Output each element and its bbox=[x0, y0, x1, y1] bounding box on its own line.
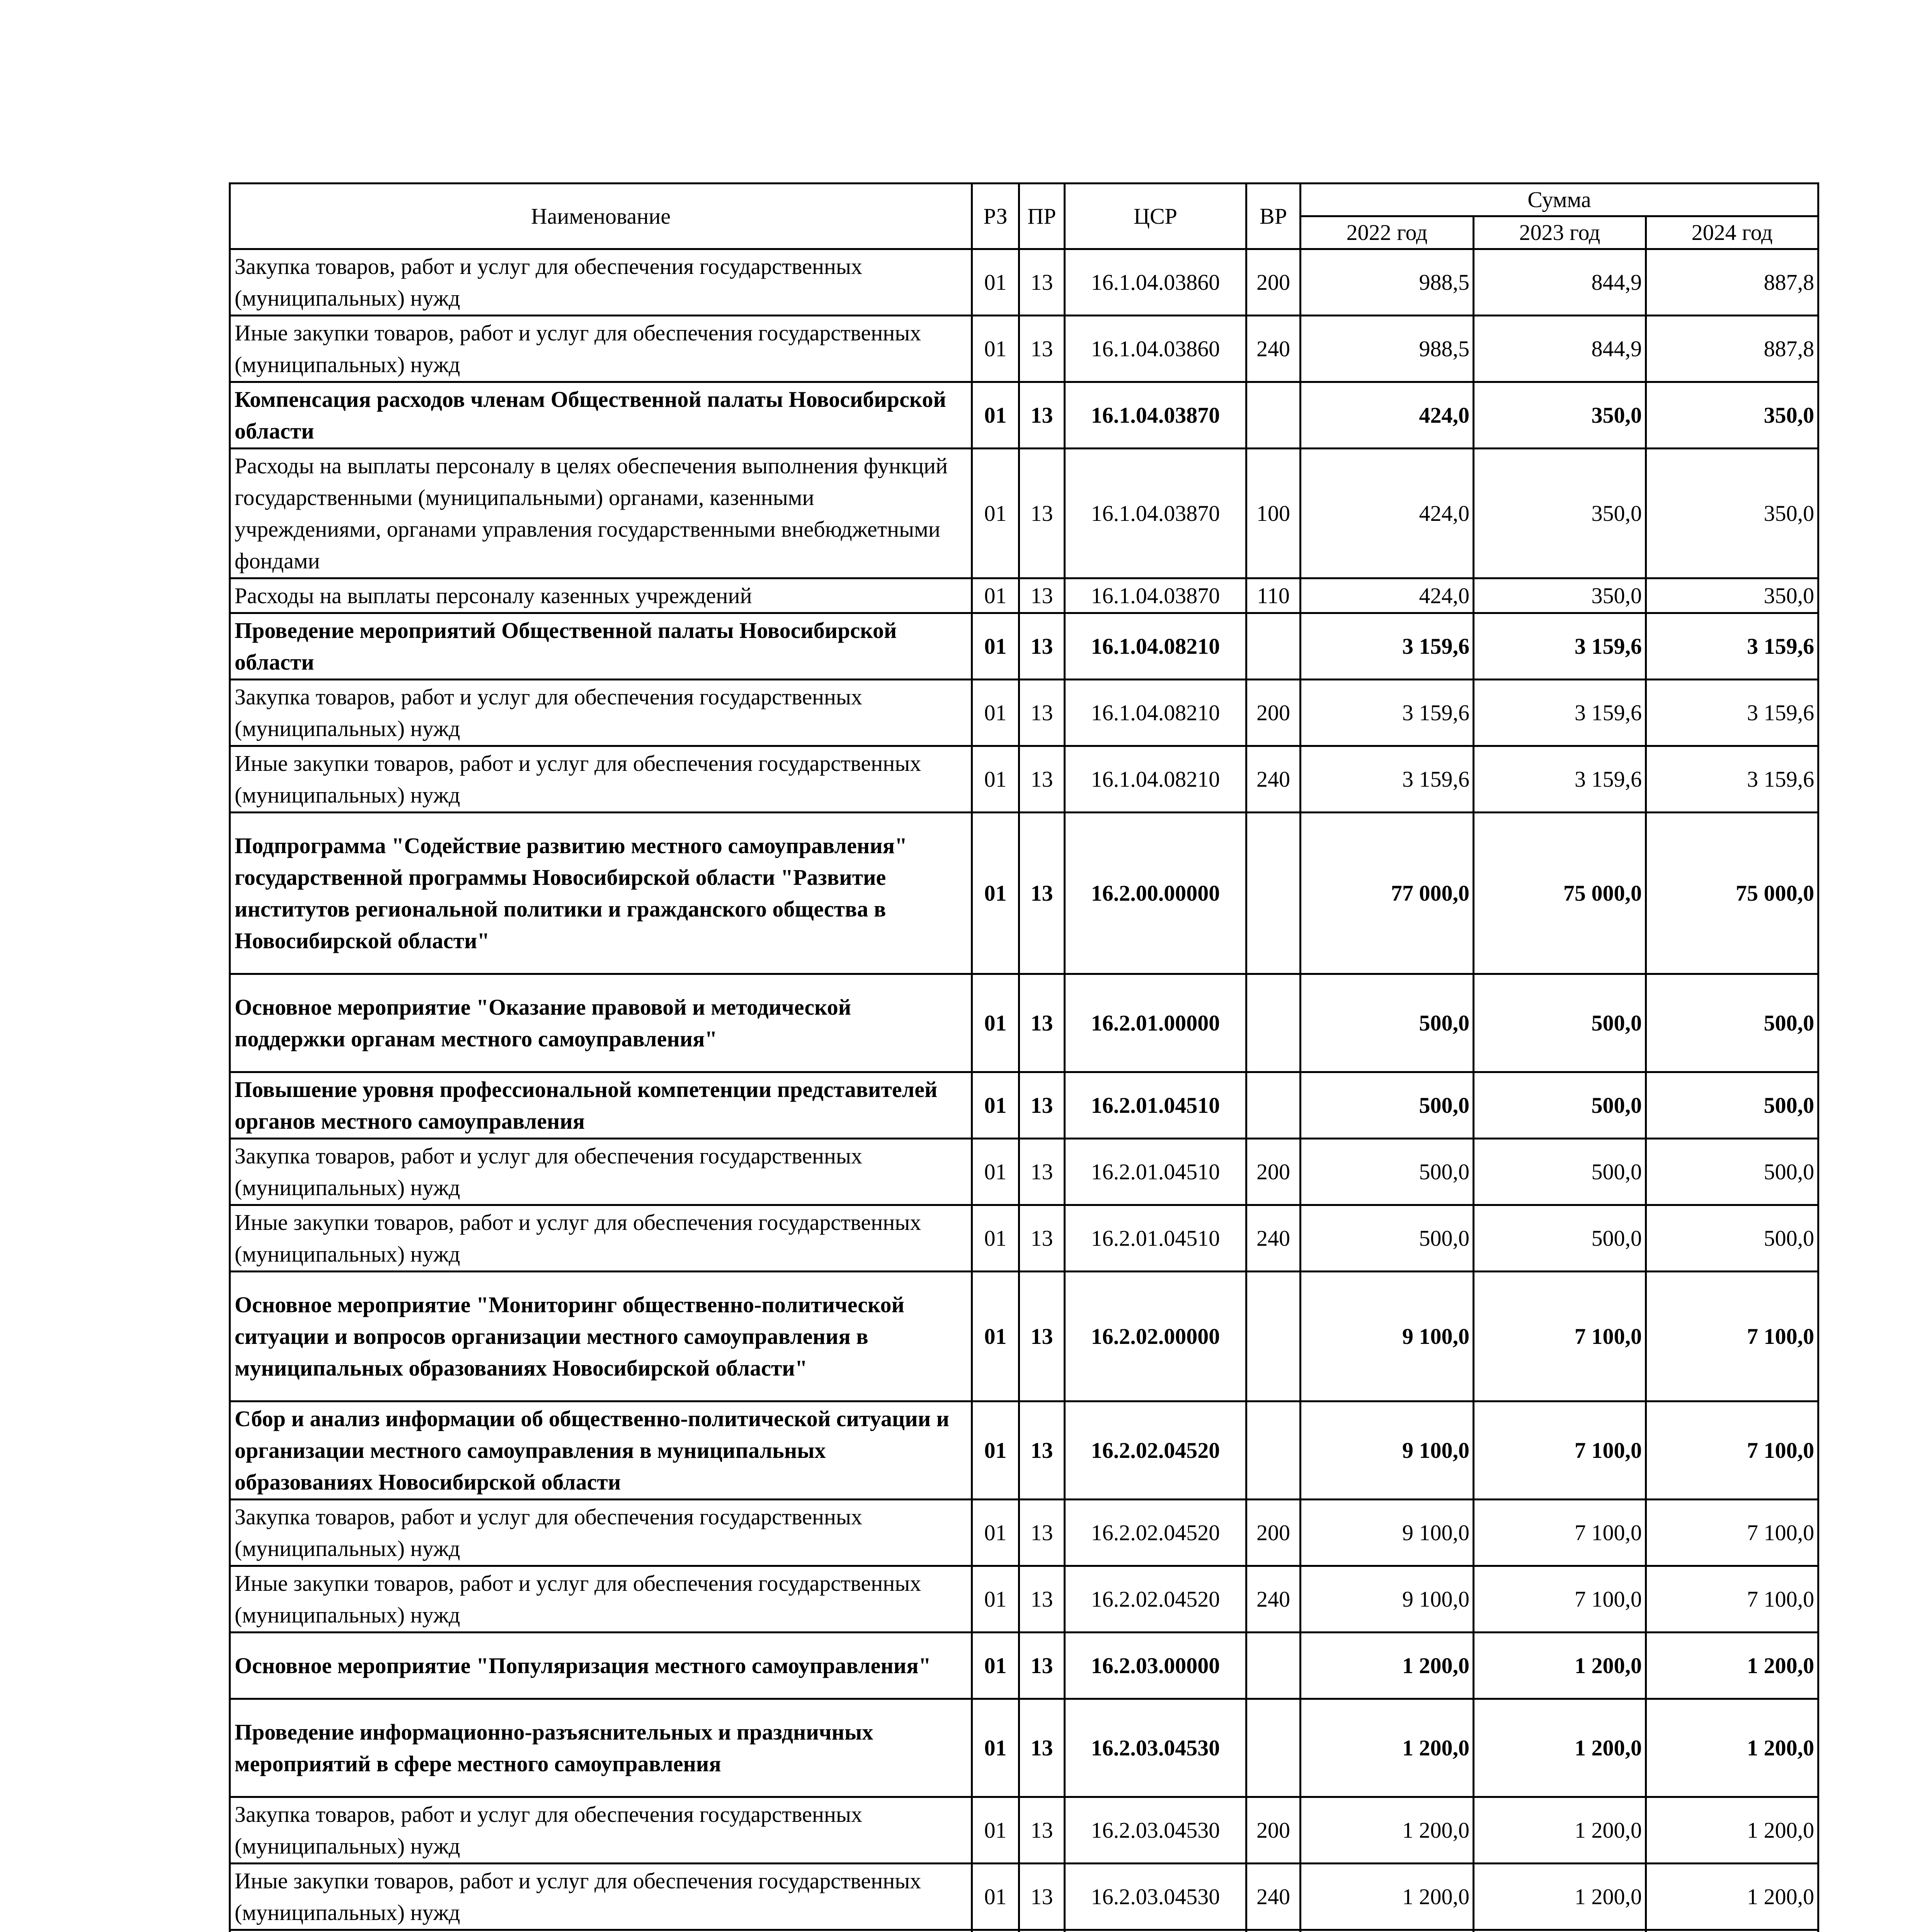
row-name: Основное мероприятие "Популяризация местного самоуправления" bbox=[230, 1633, 972, 1699]
header-vr: ВР bbox=[1246, 184, 1301, 249]
row-sum-2024: 350,0 bbox=[1646, 382, 1818, 449]
row-sum-2024: 7 100,0 bbox=[1646, 1401, 1818, 1500]
row-name: Расходы на выплаты персоналу казенных учреждений bbox=[230, 578, 972, 613]
table-header bbox=[230, 184, 1818, 249]
header-year-2023: 2023 год bbox=[1474, 216, 1646, 249]
table-row bbox=[230, 974, 1818, 1072]
row-rz: 01 bbox=[972, 382, 1019, 449]
row-rz: 01 bbox=[972, 1864, 1019, 1930]
row-vr: 200 bbox=[1246, 1500, 1301, 1566]
row-sum-2023 bbox=[1474, 1930, 1646, 1932]
row-vr bbox=[1246, 813, 1301, 974]
table-row bbox=[230, 1205, 1818, 1272]
row-csr: 16.2.01.00000 bbox=[1065, 974, 1246, 1072]
table-row bbox=[230, 680, 1818, 746]
header-sum: Сумма bbox=[1301, 184, 1818, 216]
row-sum-2024: 500,0 bbox=[1646, 1139, 1818, 1205]
row-sum-2023: 3 159,6 bbox=[1474, 746, 1646, 813]
row-name: Иные закупки товаров, работ и услуг для обеспечения государственных (муниципальных) нужд bbox=[230, 746, 972, 813]
row-rz: 01 bbox=[972, 316, 1019, 382]
table-row bbox=[230, 1699, 1818, 1797]
row-sum-2024: 3 159,6 bbox=[1646, 680, 1818, 746]
row-csr: 16.2.03.00000 bbox=[1065, 1633, 1246, 1699]
row-rz: 01 bbox=[972, 1633, 1019, 1699]
row-rz: 01 bbox=[972, 613, 1019, 680]
row-vr bbox=[1246, 1272, 1301, 1401]
row-sum-2022: 424,0 bbox=[1301, 382, 1474, 449]
row-vr bbox=[1246, 382, 1301, 449]
table-row bbox=[230, 1864, 1818, 1930]
row-name: Закупка товаров, работ и услуг для обеспечения государственных (муниципальных) нужд bbox=[230, 680, 972, 746]
row-pr: 13 bbox=[1019, 1272, 1065, 1401]
row-vr bbox=[1246, 974, 1301, 1072]
table-row bbox=[230, 578, 1818, 613]
row-rz: 01 bbox=[972, 1072, 1019, 1139]
row-vr: 200 bbox=[1246, 1797, 1301, 1864]
row-name: Проведение информационно-разъяснительных и праздничных мероприятий в сфере местного самоуправления bbox=[230, 1699, 972, 1797]
row-sum-2023: 350,0 bbox=[1474, 449, 1646, 578]
table-row bbox=[230, 1930, 1818, 1932]
row-pr: 13 bbox=[1019, 680, 1065, 746]
row-pr: 13 bbox=[1019, 1864, 1065, 1930]
row-vr: 240 bbox=[1246, 1205, 1301, 1272]
header-csr: ЦСР bbox=[1065, 184, 1246, 249]
table-row bbox=[230, 1072, 1818, 1139]
row-sum-2023: 350,0 bbox=[1474, 578, 1646, 613]
row-sum-2022: 500,0 bbox=[1301, 1072, 1474, 1139]
header-pr: ПР bbox=[1019, 184, 1065, 249]
row-sum-2022: 500,0 bbox=[1301, 1139, 1474, 1205]
row-name: Проведение мероприятий Общественной палаты Новосибирской области bbox=[230, 613, 972, 680]
row-csr: 16.1.04.03860 bbox=[1065, 316, 1246, 382]
row-sum-2024: 350,0 bbox=[1646, 449, 1818, 578]
row-sum-2024: 1 200,0 bbox=[1646, 1633, 1818, 1699]
row-pr: 13 bbox=[1019, 746, 1065, 813]
row-name: Иные закупки товаров, работ и услуг для обеспечения государственных (муниципальных) нужд bbox=[230, 1566, 972, 1633]
row-sum-2022: 1 200,0 bbox=[1301, 1699, 1474, 1797]
row-vr: 100 bbox=[1246, 449, 1301, 578]
row-sum-2023: 500,0 bbox=[1474, 974, 1646, 1072]
row-sum-2022: 1 200,0 bbox=[1301, 1864, 1474, 1930]
row-vr bbox=[1246, 613, 1301, 680]
row-csr: 16.2.02.00000 bbox=[1065, 1272, 1246, 1401]
row-sum-2024: 75 000,0 bbox=[1646, 813, 1818, 974]
row-sum-2023: 7 100,0 bbox=[1474, 1272, 1646, 1401]
row-csr: 16.1.04.08210 bbox=[1065, 746, 1246, 813]
row-pr bbox=[1019, 1930, 1065, 1932]
row-pr: 13 bbox=[1019, 1633, 1065, 1699]
row-vr: 110 bbox=[1246, 578, 1301, 613]
row-pr: 13 bbox=[1019, 1401, 1065, 1500]
row-sum-2024: 3 159,6 bbox=[1646, 613, 1818, 680]
row-sum-2024: 500,0 bbox=[1646, 1072, 1818, 1139]
row-sum-2022: 1 200,0 bbox=[1301, 1633, 1474, 1699]
header-year-2024: 2024 год bbox=[1646, 216, 1818, 249]
row-name: Иные закупки товаров, работ и услуг для обеспечения государственных (муниципальных) нужд bbox=[230, 1864, 972, 1930]
row-pr: 13 bbox=[1019, 1797, 1065, 1864]
row-sum-2022: 3 159,6 bbox=[1301, 680, 1474, 746]
table-row bbox=[230, 1139, 1818, 1205]
row-csr: 16.1.04.03870 bbox=[1065, 382, 1246, 449]
row-vr: 200 bbox=[1246, 1139, 1301, 1205]
row-rz: 01 bbox=[972, 1401, 1019, 1500]
row-vr bbox=[1246, 1930, 1301, 1932]
table-row bbox=[230, 1566, 1818, 1633]
row-rz: 01 bbox=[972, 1500, 1019, 1566]
row-name: Закупка товаров, работ и услуг для обеспечения государственных (муниципальных) нужд bbox=[230, 1500, 972, 1566]
row-sum-2024 bbox=[1646, 1930, 1818, 1932]
row-sum-2022: 500,0 bbox=[1301, 974, 1474, 1072]
row-sum-2024: 1 200,0 bbox=[1646, 1797, 1818, 1864]
table-row bbox=[230, 746, 1818, 813]
row-vr: 200 bbox=[1246, 680, 1301, 746]
row-name: Компенсация расходов членам Общественной палаты Новосибирской области bbox=[230, 382, 972, 449]
row-sum-2023: 7 100,0 bbox=[1474, 1566, 1646, 1633]
row-csr: 16.2.03.04530 bbox=[1065, 1699, 1246, 1797]
row-name: Основное мероприятие "Оказание правовой и методической поддержки органам местного самоуправления" bbox=[230, 974, 972, 1072]
row-sum-2022 bbox=[1301, 1930, 1474, 1932]
row-sum-2024: 1 200,0 bbox=[1646, 1864, 1818, 1930]
row-sum-2022: 9 100,0 bbox=[1301, 1272, 1474, 1401]
row-pr: 13 bbox=[1019, 578, 1065, 613]
row-vr: 240 bbox=[1246, 1864, 1301, 1930]
row-csr: 16.2.03.04530 bbox=[1065, 1797, 1246, 1864]
table-row bbox=[230, 1797, 1818, 1864]
row-rz bbox=[972, 1930, 1019, 1932]
row-pr: 13 bbox=[1019, 613, 1065, 680]
row-vr: 200 bbox=[1246, 249, 1301, 316]
row-rz: 01 bbox=[972, 1272, 1019, 1401]
row-sum-2023: 350,0 bbox=[1474, 382, 1646, 449]
row-name: Сбор и анализ информации об общественно-политической ситуации и организации местного самоуправления в муниципальных образованиях Новосибирской области bbox=[230, 1401, 972, 1500]
table-row bbox=[230, 1401, 1818, 1500]
row-sum-2024: 500,0 bbox=[1646, 1205, 1818, 1272]
row-sum-2024: 887,8 bbox=[1646, 316, 1818, 382]
table-row bbox=[230, 1633, 1818, 1699]
row-name: Иные закупки товаров, работ и услуг для обеспечения государственных (муниципальных) нужд bbox=[230, 316, 972, 382]
table-row bbox=[230, 1272, 1818, 1401]
budget-table bbox=[229, 182, 1819, 1932]
row-csr: 16.2.01.04510 bbox=[1065, 1072, 1246, 1139]
row-pr: 13 bbox=[1019, 1566, 1065, 1633]
row-csr: 16.2.03.04530 bbox=[1065, 1864, 1246, 1930]
row-sum-2023: 75 000,0 bbox=[1474, 813, 1646, 974]
row-pr: 13 bbox=[1019, 1699, 1065, 1797]
row-sum-2024: 7 100,0 bbox=[1646, 1500, 1818, 1566]
row-name: Расходы на выплаты персоналу в целях обеспечения выполнения функций государственными (муниципальными) органами, казенными учреждениями, органами управления государственными внебюджетными фондами bbox=[230, 449, 972, 578]
row-sum-2022: 424,0 bbox=[1301, 449, 1474, 578]
row-pr: 13 bbox=[1019, 1205, 1065, 1272]
row-pr: 13 bbox=[1019, 974, 1065, 1072]
table-row bbox=[230, 613, 1818, 680]
row-name: Иные закупки товаров, работ и услуг для обеспечения государственных (муниципальных) нужд bbox=[230, 1205, 972, 1272]
row-name: Основное мероприятие "Мониторинг общественно-политической ситуации и вопросов организации местного самоуправления в муниципальных образованиях Новосибирской области" bbox=[230, 1272, 972, 1401]
row-sum-2022: 9 100,0 bbox=[1301, 1566, 1474, 1633]
row-csr: 16.2.01.04510 bbox=[1065, 1139, 1246, 1205]
row-name: Закупка товаров, работ и услуг для обеспечения государственных (муниципальных) нужд bbox=[230, 1797, 972, 1864]
row-sum-2022: 1 200,0 bbox=[1301, 1797, 1474, 1864]
row-name: Подпрограмма "Содействие развитию местного самоуправления" государственной программы Новосибирской области "Развитие институтов региональной политики и гражданского общества в Новосибирской области" bbox=[230, 813, 972, 974]
row-vr bbox=[1246, 1401, 1301, 1500]
row-sum-2023: 500,0 bbox=[1474, 1205, 1646, 1272]
row-sum-2022: 500,0 bbox=[1301, 1205, 1474, 1272]
row-sum-2023: 500,0 bbox=[1474, 1139, 1646, 1205]
row-csr bbox=[1065, 1930, 1246, 1932]
header-row-top bbox=[230, 184, 1818, 216]
row-sum-2023: 500,0 bbox=[1474, 1072, 1646, 1139]
row-vr: 240 bbox=[1246, 1566, 1301, 1633]
row-csr: 16.2.00.00000 bbox=[1065, 813, 1246, 974]
row-sum-2022: 77 000,0 bbox=[1301, 813, 1474, 974]
row-sum-2022: 9 100,0 bbox=[1301, 1401, 1474, 1500]
row-sum-2022: 988,5 bbox=[1301, 249, 1474, 316]
row-name: Закупка товаров, работ и услуг для обеспечения государственных (муниципальных) нужд bbox=[230, 1139, 972, 1205]
row-sum-2023: 1 200,0 bbox=[1474, 1699, 1646, 1797]
table-body bbox=[230, 249, 1818, 1932]
row-csr: 16.2.02.04520 bbox=[1065, 1401, 1246, 1500]
row-rz: 01 bbox=[972, 1797, 1019, 1864]
header-year-2022: 2022 год bbox=[1301, 216, 1474, 249]
header-name: Наименование bbox=[230, 184, 972, 249]
row-csr: 16.1.04.08210 bbox=[1065, 680, 1246, 746]
row-csr: 16.1.04.03870 bbox=[1065, 449, 1246, 578]
row-rz: 01 bbox=[972, 974, 1019, 1072]
row-pr: 13 bbox=[1019, 382, 1065, 449]
row-name: Повышение уровня профессиональной компетенции представителей органов местного самоуправления bbox=[230, 1072, 972, 1139]
row-vr: 240 bbox=[1246, 316, 1301, 382]
row-rz: 01 bbox=[972, 1699, 1019, 1797]
row-pr: 13 bbox=[1019, 449, 1065, 578]
row-vr bbox=[1246, 1699, 1301, 1797]
row-sum-2024: 350,0 bbox=[1646, 578, 1818, 613]
row-sum-2022: 988,5 bbox=[1301, 316, 1474, 382]
row-sum-2024: 7 100,0 bbox=[1646, 1272, 1818, 1401]
row-pr: 13 bbox=[1019, 249, 1065, 316]
row-rz: 01 bbox=[972, 746, 1019, 813]
row-vr: 240 bbox=[1246, 746, 1301, 813]
row-csr: 16.2.02.04520 bbox=[1065, 1566, 1246, 1633]
row-rz: 01 bbox=[972, 449, 1019, 578]
row-csr: 16.2.02.04520 bbox=[1065, 1500, 1246, 1566]
table-row bbox=[230, 1500, 1818, 1566]
row-pr: 13 bbox=[1019, 316, 1065, 382]
row-csr: 16.2.01.04510 bbox=[1065, 1205, 1246, 1272]
row-pr: 13 bbox=[1019, 1500, 1065, 1566]
row-csr: 16.1.04.03860 bbox=[1065, 249, 1246, 316]
row-pr: 13 bbox=[1019, 1139, 1065, 1205]
row-sum-2023: 7 100,0 bbox=[1474, 1500, 1646, 1566]
table-row bbox=[230, 449, 1818, 578]
row-sum-2022: 3 159,6 bbox=[1301, 746, 1474, 813]
row-sum-2023: 7 100,0 bbox=[1474, 1401, 1646, 1500]
row-rz: 01 bbox=[972, 1139, 1019, 1205]
row-vr bbox=[1246, 1072, 1301, 1139]
row-pr: 13 bbox=[1019, 813, 1065, 974]
table-row bbox=[230, 813, 1818, 974]
row-sum-2023: 1 200,0 bbox=[1474, 1633, 1646, 1699]
row-sum-2024: 7 100,0 bbox=[1646, 1566, 1818, 1633]
row-vr bbox=[1246, 1633, 1301, 1699]
row-sum-2024: 500,0 bbox=[1646, 974, 1818, 1072]
row-rz: 01 bbox=[972, 1566, 1019, 1633]
row-sum-2023: 844,9 bbox=[1474, 249, 1646, 316]
table-row bbox=[230, 316, 1818, 382]
row-sum-2023: 3 159,6 bbox=[1474, 680, 1646, 746]
table-row bbox=[230, 382, 1818, 449]
row-csr: 16.1.04.03870 bbox=[1065, 578, 1246, 613]
row-sum-2024: 1 200,0 bbox=[1646, 1699, 1818, 1797]
row-rz: 01 bbox=[972, 249, 1019, 316]
row-csr: 16.1.04.08210 bbox=[1065, 613, 1246, 680]
row-pr: 13 bbox=[1019, 1072, 1065, 1139]
row-sum-2022: 424,0 bbox=[1301, 578, 1474, 613]
row-sum-2022: 9 100,0 bbox=[1301, 1500, 1474, 1566]
row-sum-2024: 887,8 bbox=[1646, 249, 1818, 316]
row-sum-2023: 844,9 bbox=[1474, 316, 1646, 382]
row-sum-2024: 3 159,6 bbox=[1646, 746, 1818, 813]
row-sum-2023: 1 200,0 bbox=[1474, 1797, 1646, 1864]
row-sum-2023: 1 200,0 bbox=[1474, 1864, 1646, 1930]
header-rz: РЗ bbox=[972, 184, 1019, 249]
row-rz: 01 bbox=[972, 578, 1019, 613]
row-rz: 01 bbox=[972, 813, 1019, 974]
table-row bbox=[230, 249, 1818, 316]
row-name bbox=[230, 1930, 972, 1932]
row-sum-2022: 3 159,6 bbox=[1301, 613, 1474, 680]
row-sum-2023: 3 159,6 bbox=[1474, 613, 1646, 680]
row-name: Закупка товаров, работ и услуг для обеспечения государственных (муниципальных) нужд bbox=[230, 249, 972, 316]
row-rz: 01 bbox=[972, 1205, 1019, 1272]
row-rz: 01 bbox=[972, 680, 1019, 746]
